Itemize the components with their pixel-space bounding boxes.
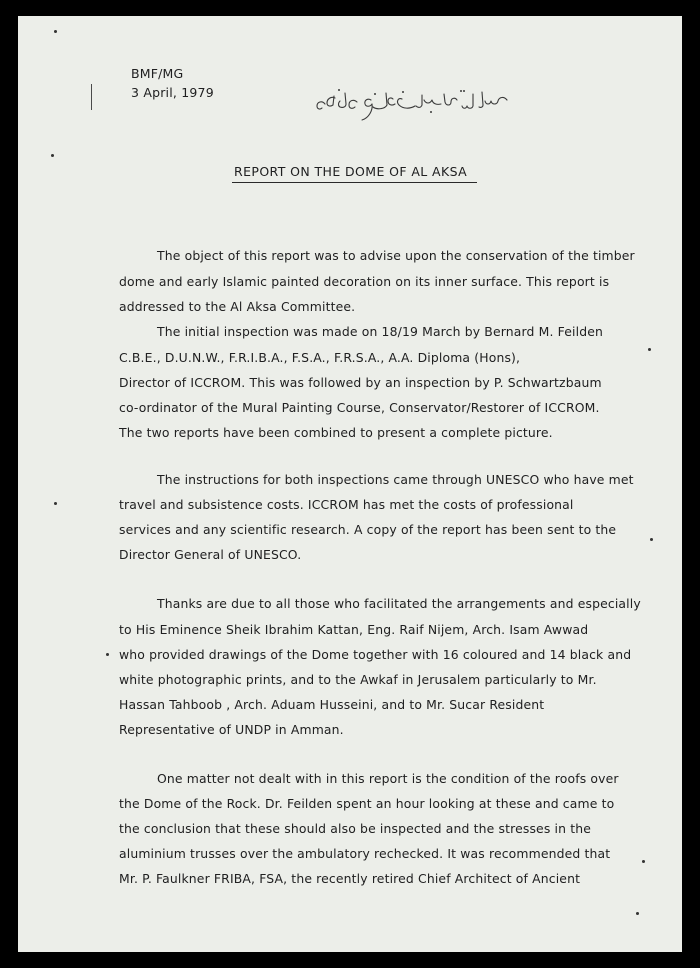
- text-line: Thanks are due to all those who facilitated the arrangements and especially: [157, 596, 641, 611]
- text-line: The instructions for both inspections came through UNESCO who have met: [157, 472, 634, 487]
- text-line: the conclusion that these should also be inspected and the stresses in the: [119, 821, 591, 836]
- text-line: travel and subsistence costs. ICCROM has met the costs of professional: [119, 497, 574, 512]
- scan-speck: [636, 912, 639, 915]
- reference-code: BMF/MG: [131, 66, 184, 81]
- text-line: to His Eminence Sheik Ibrahim Kattan, Eng. Raif Nijem, Arch. Isam Awwad: [119, 622, 589, 637]
- text-line: C.B.E., D.U.N.W., F.R.I.B.A., F.S.A., F.R.S.A., A.A. Diploma (Hons),: [119, 350, 521, 365]
- document-title: REPORT ON THE DOME OF AL AKSA: [234, 164, 468, 179]
- text-line: services and any scientific research. A copy of the report has been sent to the: [119, 522, 617, 537]
- scan-speck: [650, 538, 653, 541]
- scan-speck: [51, 154, 54, 157]
- text-line: Hassan Tahboob , Arch. Aduam Husseini, and to Mr. Sucar Resident: [119, 697, 545, 712]
- title-underline: [232, 182, 477, 183]
- text-line: Director of ICCROM. This was followed by an inspection by P. Schwartzbaum: [119, 375, 602, 390]
- scan-speck: [642, 860, 645, 863]
- text-line: The initial inspection was made on 18/19 March by Bernard M. Feilden: [157, 324, 603, 339]
- reference-block: [131, 64, 214, 102]
- scan-speck: [54, 502, 57, 505]
- text-line: co-ordinator of the Mural Painting Course, Conservator/Restorer of ICCROM.: [119, 400, 600, 415]
- text-line: who provided drawings of the Dome together with 16 coloured and 14 black and: [119, 647, 632, 662]
- scan-speck: [54, 30, 57, 33]
- text-line: dome and early Islamic painted decoration on its inner surface. This report is: [119, 274, 610, 289]
- reference-date: 3 April, 1979: [131, 85, 214, 100]
- margin-mark: [91, 84, 92, 110]
- text-line: One matter not dealt with in this report is the condition of the roofs over: [157, 771, 619, 786]
- text-line: addressed to the Al Aksa Committee.: [119, 299, 356, 314]
- text-line: Mr. P. Faulkner FRIBA, FSA, the recently retired Chief Architect of Ancient: [119, 871, 581, 886]
- handwritten-arabic-note: [311, 86, 511, 128]
- text-line: aluminium trusses over the ambulatory rechecked. It was recommended that: [119, 846, 611, 861]
- scan-speck: [648, 348, 651, 351]
- text-line: The object of this report was to advise upon the conservation of the timber: [157, 248, 635, 263]
- text-line: Representative of UNDP in Amman.: [119, 722, 344, 737]
- text-line: the Dome of the Rock. Dr. Feilden spent an hour looking at these and came to: [119, 796, 615, 811]
- scan-speck: [106, 653, 109, 656]
- document-page: [18, 16, 682, 952]
- text-line: The two reports have been combined to present a complete picture.: [119, 425, 553, 440]
- text-line: white photographic prints, and to the Awkaf in Jerusalem particularly to Mr.: [119, 672, 597, 687]
- text-line: Director General of UNESCO.: [119, 547, 302, 562]
